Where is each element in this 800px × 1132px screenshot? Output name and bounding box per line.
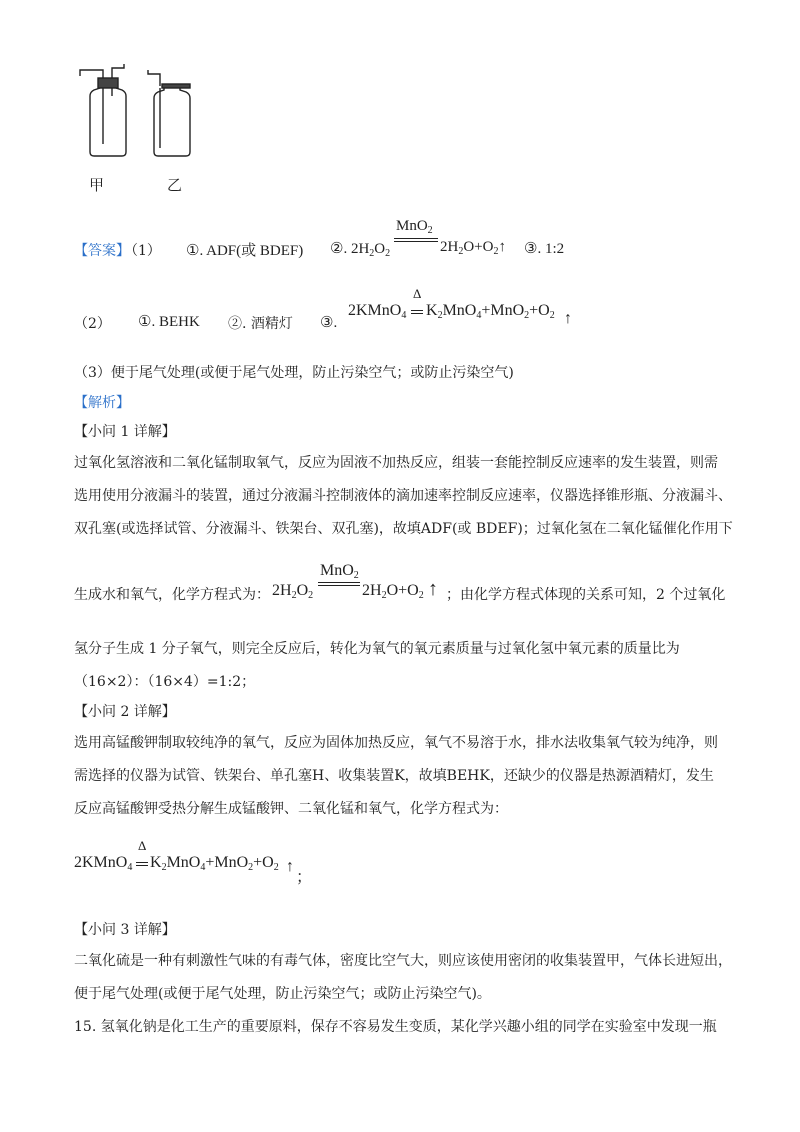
- figure-label-yi: 乙: [167, 176, 183, 194]
- heat-symbol: Δ: [413, 286, 422, 301]
- section2-line3: 反应高锰酸钾受热分解生成锰酸钾、二氧化锰和氧气，化学方程式为：: [74, 801, 508, 817]
- analysis-tag: 【解析】: [74, 395, 130, 411]
- section3-title: 【小问 3 详解】: [74, 922, 176, 938]
- section2-title: 【小问 2 详解】: [74, 704, 176, 720]
- section1-line3: 双孔塞(或选择试管、分液漏斗、铁架台、双孔塞)，故填ADF(或 BDEF)；过氧化氢在二氧化锰催化作用下: [74, 521, 733, 537]
- section1-line6: （16×2）：（16×4）=1:2；: [74, 674, 256, 690]
- eq-product: 2H: [440, 239, 459, 255]
- answer-q2-a1: ①. BEHK: [138, 314, 200, 330]
- section1-line4-prefix: 生成水和氧气，化学方程式为：: [74, 587, 270, 603]
- apparatus-figure: [70, 62, 210, 162]
- eq-double-line: [394, 238, 438, 242]
- answer-q2-a3: ③.: [320, 315, 338, 331]
- section1-line4-suffix: ；由化学方程式体现的关系可知，2 个过氧化: [446, 587, 726, 603]
- section1-line2: 选用使用分液漏斗的装置，通过分液漏斗控制液体的滴加速率控制反应速率，仪器选择锥形瓶、分液漏斗、: [74, 488, 732, 504]
- answer-q1-a1: ①. ADF(或 BDEF): [186, 243, 304, 259]
- section3-line1: 二氧化硫是一种有刺激性气味的有毒气体，密度比空气大，则应该使用密闭的收集装置甲，气体长进短出，: [74, 953, 732, 969]
- section2-line1: 选用高锰酸钾制取较纯净的氧气，反应为固体加热反应，氧气不易溶于水，排水法收集氧气较为纯净，则: [74, 735, 718, 751]
- next-question: 15. 氢氧化钠是化工生产的重要原料，保存不容易发生变质，某化学兴趣小组的同学在实验室中发现一瓶: [74, 1019, 717, 1035]
- answer-q1-a3: ③. 1:2: [524, 241, 565, 257]
- section3-line2: 便于尾气处理(或便于尾气处理，防止污染空气；或防止污染空气)。: [74, 986, 491, 1002]
- answer-q3: （3）便于尾气处理(或便于尾气处理，防止污染空气；或防止污染空气): [74, 365, 514, 381]
- figure-label-jia: 甲: [89, 176, 105, 194]
- eq-reactant: ②. 2H: [330, 241, 370, 257]
- section1-line1: 过氧化氢溶液和二氧化锰制取氧气，反应为固液不加热反应，组装一套能控制反应速率的发生装置，则需: [74, 455, 718, 471]
- answer-q2-a2: ②. 酒精灯: [228, 316, 293, 332]
- section1-title: 【小问 1 详解】: [74, 424, 176, 440]
- section1-line5: 氢分子生成 1 分子氧气，则完全反应后，转化为氧气的氧元素质量与过氧化氢中氧元素的质量比为: [74, 641, 680, 657]
- gas-bottles-illustration: [70, 62, 210, 162]
- section2-line2: 需选择的仪器为试管、铁架台、单孔塞H、收集装置K，故填BEHK，还缺少的仪器是热源酒精灯，发生: [74, 768, 714, 784]
- answer-q1-number: （1）: [124, 243, 161, 259]
- eq-catalyst: MnO: [396, 218, 428, 234]
- answer-tag: 【答案】: [74, 243, 130, 259]
- answer-q2-number: （2）: [74, 316, 111, 332]
